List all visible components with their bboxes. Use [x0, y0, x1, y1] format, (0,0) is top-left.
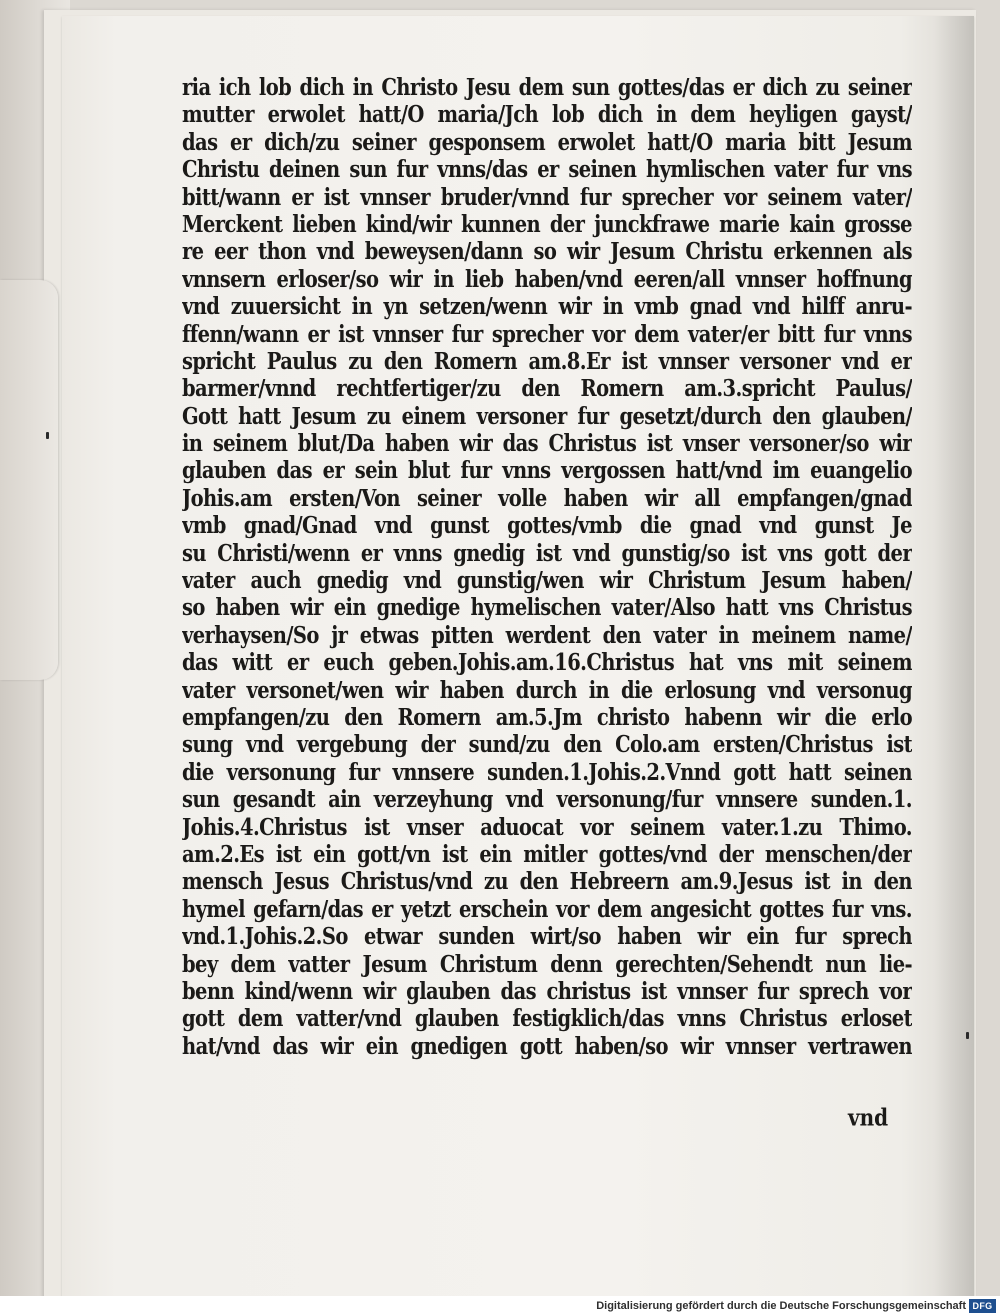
text-line: su Christi/wenn er vnns gnedig ist vnd gunstig/so ist vns gott der	[182, 539, 912, 567]
text-line: empfangen/zu den Romern am.5.Jm christo habenn wir die erlo	[182, 703, 912, 732]
text-line: glauben das er sein blut fur vnns vergossen hatt/vnd im euangelio	[182, 457, 912, 485]
text-line: mensch Jesus Christus/vnd zu den Hebreern am.9.Jesus ist in den	[182, 868, 912, 896]
page-text	[182, 74, 912, 1060]
text-line: vnnsern erloser/so wir in lieb haben/vnd eeren/all vnnser hoffnung	[182, 265, 912, 293]
dfg-logo: DFG	[969, 1299, 996, 1313]
text-line: die versonung fur vnnsere sunden.1.Johis.2.Vnnd gott hatt seinen	[182, 758, 912, 786]
text-line: vater auch gnedig vnd gunstig/wen wir Christum Jesum haben/	[182, 566, 912, 595]
text-line: Merckent lieben kind/wir kunnen der junckfrawe marie kain grosse	[182, 210, 912, 238]
text-line: vnd.1.Johis.2.So etwar sunden wirt/so haben wir ein fur sprech	[182, 923, 912, 951]
cover-flap	[0, 280, 58, 680]
text-line: das witt er euch geben.Johis.am.16.Christus hat vns mit seinem	[182, 649, 912, 677]
text-line: mutter erwolet hatt/O maria/Jch lob dich in dem heyligen gayst/	[182, 101, 912, 129]
text-line: verhaysen/So jr etwas pitten werdent den vater in meinem name/	[182, 621, 912, 649]
text-line: bey dem vatter Jesum Christum denn gerechten/Sehendt nun lie-	[182, 950, 912, 978]
text-line: ria ich lob dich in Christo Jesu dem sun gottes/das er dich zu seiner	[182, 73, 912, 102]
text-line: gott dem vatter/vnd glauben festigklich/das vnns Christus erloset	[182, 1005, 912, 1033]
text-line: so haben wir ein gnedige hymelischen vater/Also hatt vns Christus	[182, 594, 912, 622]
text-line: in seinem blut/Da haben wir das Christus ist vnser versoner/so wir	[182, 429, 912, 458]
text-line: sung vnd vergebung der sund/zu den Colo.am ersten/Christus ist	[182, 731, 912, 759]
text-line: hat/vnd das wir ein gnedigen gott haben/so wir vnnser vertrawen	[182, 1032, 912, 1060]
margin-mark	[46, 432, 49, 439]
margin-mark	[966, 1032, 969, 1039]
text-line: hymel gefarn/das er yetzt erschein vor dem angesicht gottes fur vns.	[182, 895, 912, 923]
text-line: das er dich/zu seiner gesponsem erwolet hatt/O maria bitt Jesum	[182, 128, 912, 156]
gutter-shadow	[934, 16, 974, 1298]
text-line: am.2.Es ist ein gott/vn ist ein mitler gottes/vnd der menschen/der	[182, 840, 912, 868]
text-line: bitt/wann er ist vnnser bruder/vnnd fur sprecher vor seinem vater/	[182, 183, 912, 211]
catchword: vnd	[848, 1102, 889, 1132]
text-line: barmer/vnnd rechtfertiger/zu den Romern am.3.spricht Paulus/	[182, 375, 912, 403]
text-line: spricht Paulus zu den Romern am.8.Er ist vnnser versoner vnd er	[182, 347, 912, 375]
funding-credit: Digitalisierung gefördert durch die Deutsche Forschungsgemeinschaft	[596, 1300, 966, 1312]
text-line: re eer thon vnd beweysen/dann so wir Jesum Christu erkennen als	[182, 238, 912, 266]
text-line: Johis.am ersten/Von seiner volle haben wir all empfangen/gnad	[182, 484, 912, 512]
text-line: Johis.4.Christus ist vnser aduocat vor seinem vater.1.zu Thimo.	[182, 813, 912, 841]
text-line: benn kind/wenn wir glauben das christus ist vnnser fur sprech vor	[182, 977, 912, 1005]
text-line: ffenn/wann er ist vnnser fur sprecher vor dem vater/er bitt fur vnns	[182, 320, 912, 348]
text-line: vater versonet/wen wir haben durch in die erlosung vnd versonug	[182, 676, 912, 704]
text-line: vmb gnad/Gnad vnd gunst gottes/vmb die gnad vnd gunst Je	[182, 512, 912, 540]
text-line: Gott hatt Jesum zu einem versoner fur gesetzt/durch den glauben/	[182, 402, 912, 430]
text-line: Christu deinen sun fur vnns/das er seinen hymlischen vater fur vns	[182, 156, 912, 184]
text-line: vnd zuuersicht in yn setzen/wenn wir in vmb gnad vnd hilff anru-	[182, 293, 912, 321]
text-line: sun gesandt ain verzeyhung vnd versonung/fur vnnsere sunden.1.	[182, 786, 912, 814]
